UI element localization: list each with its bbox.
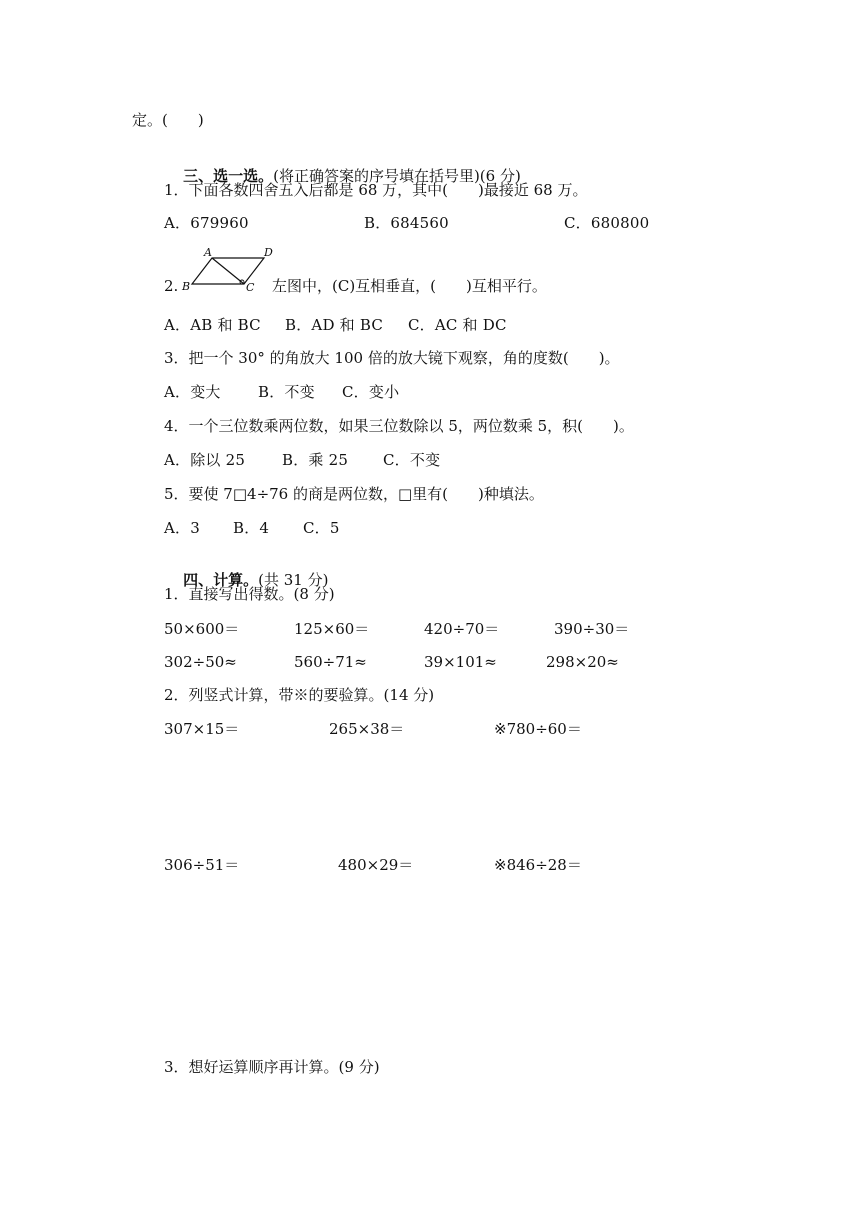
top-fragment: 定。( ) xyxy=(132,111,204,129)
p2-r1-c3: ※780÷60＝ xyxy=(494,720,582,738)
q2-text: 左图中，(C)互相垂直，( )互相平行。 xyxy=(272,277,547,295)
parallelogram-figure xyxy=(178,244,278,292)
label-a: A xyxy=(204,246,212,259)
q4-text: 4．一个三位数乘两位数，如果三位数除以 5，两位数乘 5，积( )。 xyxy=(164,417,634,435)
q4-option-c: C．不变 xyxy=(383,451,441,469)
p1-r1-c2: 125×60＝ xyxy=(294,620,370,638)
q1-option-b: B．684560 xyxy=(364,214,449,232)
q2-option-a: A．AB 和 BC xyxy=(164,316,261,334)
p1-r1-c4: 390÷30＝ xyxy=(554,620,630,638)
label-d: D xyxy=(264,246,273,259)
section4-title: 四、计算。 xyxy=(183,571,259,589)
q3-option-a: A．变大 xyxy=(164,383,221,401)
q1-text: 1．下面各数四舍五入后都是 68 万，其中( )最接近 68 万。 xyxy=(164,181,588,199)
p2-r1-c2: 265×38＝ xyxy=(329,720,405,738)
p2-text: 2．列竖式计算，带※的要验算。(14 分) xyxy=(164,686,435,704)
p2-r2-c1: 306÷51＝ xyxy=(164,856,240,874)
label-b: B xyxy=(182,280,191,292)
q2-option-c: C．AC 和 DC xyxy=(408,316,507,334)
q2-number: 2. xyxy=(164,277,179,295)
section4-note: (共 31 分) xyxy=(258,571,329,589)
q3-text: 3．把一个 30° 的角放大 100 倍的放大镜下观察，角的度数( )。 xyxy=(164,349,620,367)
q4-option-b: B．乘 25 xyxy=(282,451,349,469)
q1-option-a: A．679960 xyxy=(164,214,249,232)
q5-option-c: C．5 xyxy=(303,519,340,537)
p1-r2-c2: 560÷71≈ xyxy=(294,653,367,671)
p2-r1-c1: 307×15＝ xyxy=(164,720,240,738)
p1-r2-c3: 39×101≈ xyxy=(424,653,497,671)
p1-r1-c3: 420÷70＝ xyxy=(424,620,500,638)
q5-option-a: A．3 xyxy=(164,519,200,537)
q3-option-b: B．不变 xyxy=(258,383,315,401)
section3-title: 三、选一选。 xyxy=(183,167,274,185)
diagonal-ac xyxy=(212,258,244,284)
section3-note: (将正确答案的序号填在括号里)(6 分) xyxy=(273,167,521,185)
p3-text: 3．想好运算顺序再计算。(9 分) xyxy=(164,1058,380,1076)
label-c: C xyxy=(246,281,255,292)
p1-text: 1．直接写出得数。(8 分) xyxy=(164,585,335,603)
q3-option-c: C．变小 xyxy=(342,383,400,401)
p2-r2-c3: ※846÷28＝ xyxy=(494,856,582,874)
p1-r1-c1: 50×600＝ xyxy=(164,620,240,638)
p2-r2-c2: 480×29＝ xyxy=(338,856,414,874)
p1-r2-c4: 298×20≈ xyxy=(546,653,619,671)
q5-text: 5．要使 7□4÷76 的商是两位数，□里有( )种填法。 xyxy=(164,485,544,503)
q1-option-c: C．680800 xyxy=(564,214,650,232)
q5-option-b: B．4 xyxy=(233,519,270,537)
q4-option-a: A．除以 25 xyxy=(164,451,246,469)
p1-r2-c1: 302÷50≈ xyxy=(164,653,237,671)
q2-option-b: B．AD 和 BC xyxy=(285,316,383,334)
